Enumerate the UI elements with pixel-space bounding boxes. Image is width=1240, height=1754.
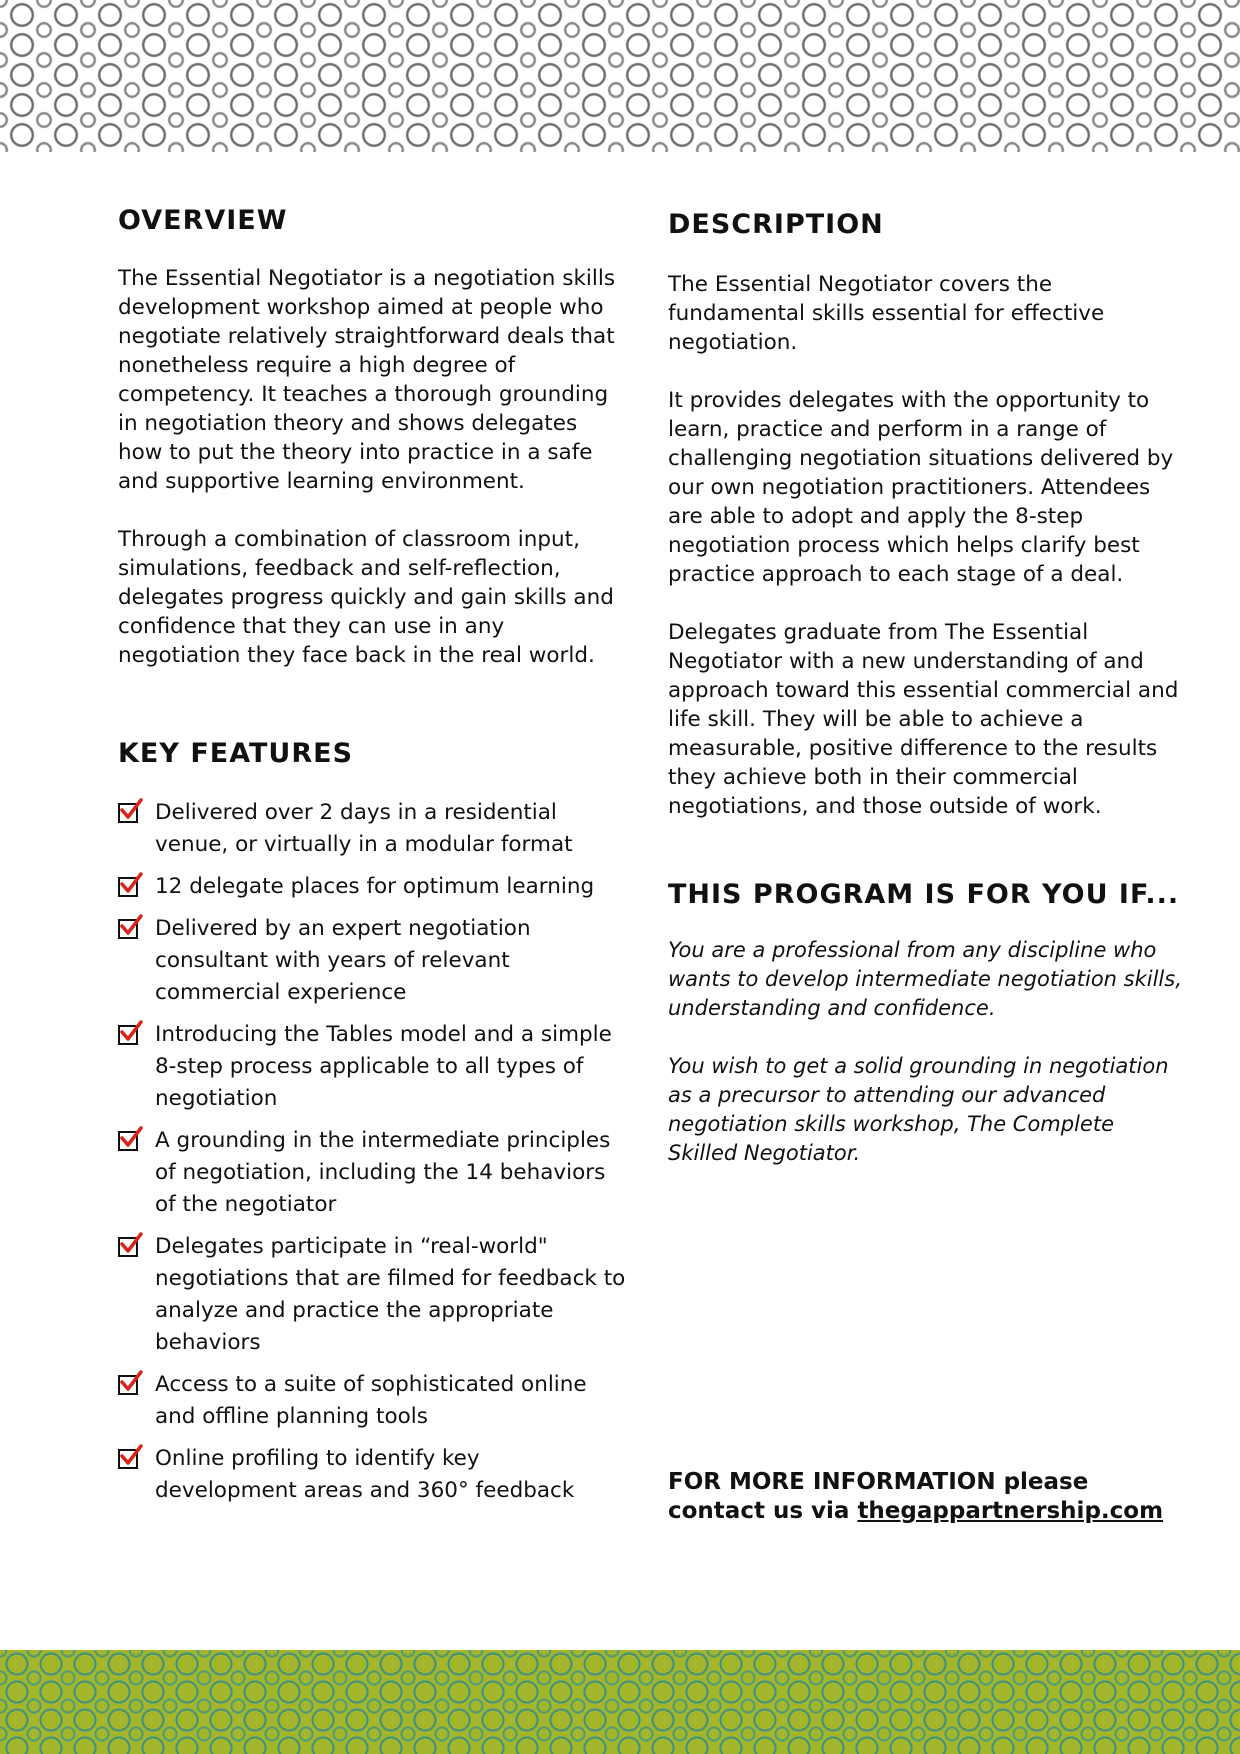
list-item: Access to a suite of sophisticated online and offline planning tools [118, 1369, 628, 1433]
left-column [118, 205, 628, 1517]
website-link[interactable]: thegappartnership.com [857, 1498, 1164, 1524]
right-column [668, 209, 1188, 1168]
program-heading: THIS PROGRAM IS FOR YOU IF... [668, 879, 1180, 910]
overview-paragraph-1: The Essential Negotiator is a negotiation skills development workshop aimed at people who negotiate relatively straightforward deals that nonetheless require a high degree of competency. It teaches a thorough grounding in negotiation theory and shows delegates how to put the theory into practice in a safe and supportive learning environment. [118, 266, 616, 494]
key-features-heading: KEY FEATURES [118, 738, 354, 769]
list-item: A grounding in the intermediate principles of negotiation, including the 14 behaviors of the negotiator [118, 1125, 628, 1221]
program-paragraph-1: You are a professional from any discipline who wants to develop intermediate negotiation skills, understanding and confidence. [668, 938, 1182, 1020]
key-features-list [118, 797, 628, 1507]
list-item: Delegates participate in “real-world" negotiations that are filmed for feedback to analyze and practice the appropriate behaviors [118, 1231, 628, 1359]
contact-info [668, 1468, 1188, 1526]
checkbox-checked-icon [118, 1131, 138, 1151]
decorative-pattern-footer [0, 1650, 1240, 1754]
list-item: 12 delegate places for optimum learning [118, 871, 628, 903]
checkbox-checked-icon [118, 1449, 138, 1469]
checkbox-checked-icon [118, 1025, 138, 1045]
contact-prefix: FOR MORE INFORMATION please contact us via [668, 1469, 1089, 1524]
list-item: Delivered by an expert negotiation consultant with years of relevant commercial experience [118, 913, 628, 1009]
list-item: Online profiling to identify key development areas and 360° feedback [118, 1443, 628, 1507]
decorative-pattern-header [0, 0, 1240, 152]
checkbox-checked-icon [118, 877, 138, 897]
checkbox-checked-icon [118, 1237, 138, 1257]
overview-heading: OVERVIEW [118, 205, 288, 236]
overview-paragraph-2: Through a combination of classroom input, simulations, feedback and self-reflection, delegates progress quickly and gain skills and confidence that they can use in any negotiation they face back in the real world. [118, 527, 614, 668]
description-paragraph-2: It provides delegates with the opportunity to learn, practice and perform in a range of challenging negotiation situations delivered by our own negotiation practitioners. Attendees are able to adopt and apply the 8-step negotiation process which helps clarify best practice approach to each stage of a deal. [668, 388, 1174, 587]
list-item: Delivered over 2 days in a residential venue, or virtually in a modular format [118, 797, 628, 861]
list-item: Introducing the Tables model and a simple 8-step process applicable to all types of negotiation [118, 1019, 628, 1115]
description-paragraph-1: The Essential Negotiator covers the fundamental skills essential for effective negotiation. [668, 272, 1105, 355]
checkbox-checked-icon [118, 803, 138, 823]
description-heading: DESCRIPTION [668, 209, 884, 240]
checkbox-checked-icon [118, 1375, 138, 1395]
program-paragraph-2: You wish to get a solid grounding in negotiation as a precursor to attending our advanced negotiation skills workshop, The Complete Skilled Negotiator. [668, 1054, 1169, 1165]
description-paragraph-3: Delegates graduate from The Essential Negotiator with a new understanding of and approach toward this essential commercial and life skill. They will be able to achieve a measurable, positive difference to the results they achieve both in their commercial negotiations, and those outside of work. [668, 620, 1179, 819]
checkbox-checked-icon [118, 919, 138, 939]
